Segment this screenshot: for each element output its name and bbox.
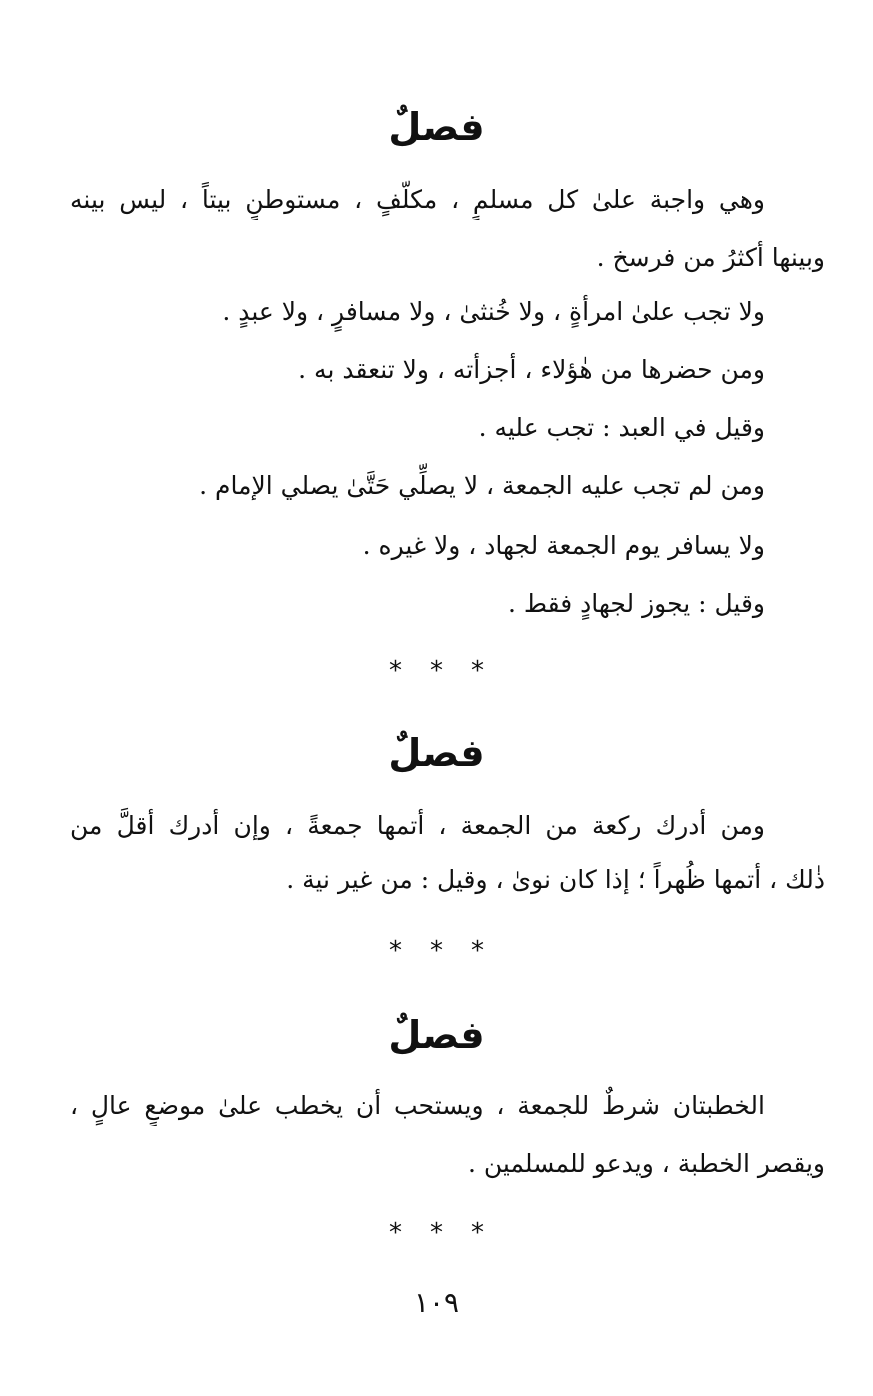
paragraph-line: ويقصر الخطبة ، ويدعو للمسلمين .: [468, 1149, 825, 1178]
paragraph-line: ومن لم تجب عليه الجمعة ، لا يصلِّي حَتَّىٰ يصلي الإمام .: [199, 471, 765, 500]
paragraph-line: ولا تجب علىٰ امرأةٍ ، ولا خُنثىٰ ، ولا مسافرٍ ، ولا عبدٍ .: [222, 297, 765, 326]
paragraph-line: ومن حضرها من هٰؤلاء ، أجزأته ، ولا تنعقد به .: [298, 355, 765, 384]
separator-star: *: [389, 656, 402, 686]
separator-star: *: [430, 1218, 443, 1248]
paragraph-line: وقيل : يجوز لجهادٍ فقط .: [507, 589, 765, 618]
separator-star: *: [430, 936, 443, 966]
paragraph-line: وبينها أكثرُ من فرسخ .: [596, 243, 825, 272]
section-separator: [0, 936, 873, 966]
section-separator: [0, 1218, 873, 1248]
separator-star: *: [471, 656, 484, 686]
paragraph-line: وهي واجبة علىٰ كل مسلمٍ ، مكلّفٍ ، مستوطنٍ بيتاً ، ليس بينه: [70, 185, 765, 214]
separator-star: *: [471, 1218, 484, 1248]
paragraph-line: ذٰلك ، أتمها ظُهراً ؛ إذا كان نوىٰ ، وقيل : من غير نية .: [286, 865, 825, 894]
page-number: ١٠٩: [413, 1286, 460, 1319]
section-heading-2: فصلٌ: [388, 731, 485, 775]
separator-star: *: [430, 656, 443, 686]
separator-star: *: [389, 1218, 402, 1248]
paragraph-line: ومن أدرك ركعة من الجمعة ، أتمها جمعةً ، وإن أدرك أقلَّ من: [70, 811, 765, 840]
section-heading-3: فصلٌ: [388, 1013, 485, 1057]
section-heading-1: فصلٌ: [388, 105, 485, 149]
separator-star: *: [389, 936, 402, 966]
paragraph-line: وقيل في العبد : تجب عليه .: [478, 413, 765, 442]
paragraph-line: ولا يسافر يوم الجمعة لجهاد ، ولا غيره .: [362, 531, 765, 560]
paragraph-line: الخطبتان شرطٌ للجمعة ، ويستحب أن يخطب علىٰ موضعٍ عالٍ ،: [70, 1091, 765, 1120]
section-separator: [0, 656, 873, 686]
separator-star: *: [471, 936, 484, 966]
